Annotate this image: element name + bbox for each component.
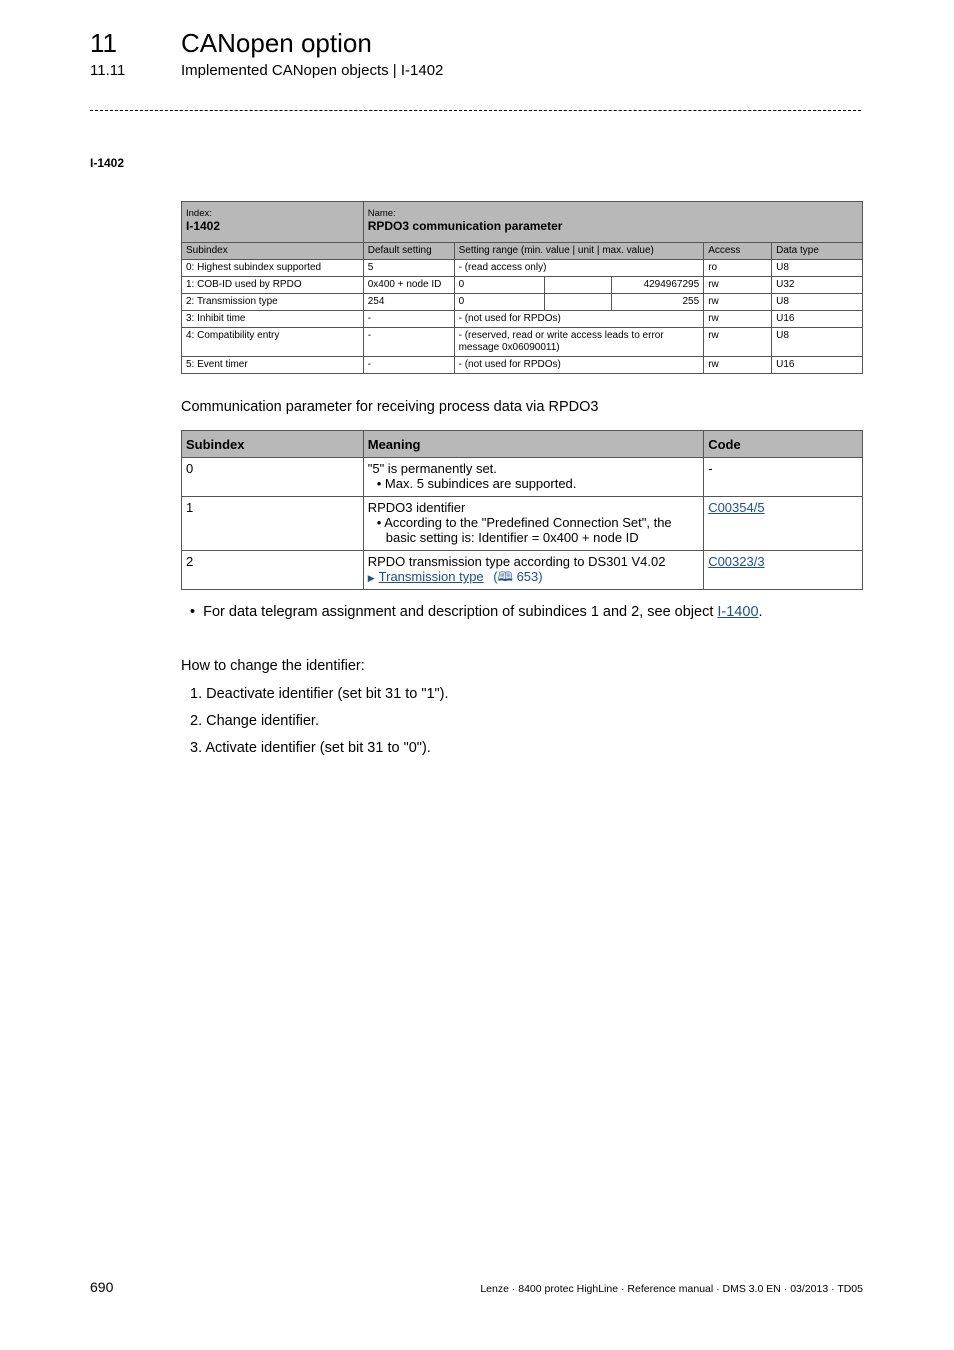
- table-row: [182, 357, 863, 374]
- table-row: [182, 458, 863, 497]
- index-cell: [182, 202, 364, 243]
- table-row: [182, 311, 863, 328]
- unit-cell: [545, 277, 612, 294]
- subindex-cell: 4: Compatibility entry: [182, 328, 364, 357]
- access-cell: rw: [704, 294, 772, 311]
- column-header: Setting range (min. value | unit | max. value): [454, 243, 704, 260]
- howto-intro: How to change the identifier:: [181, 658, 365, 674]
- name-cell: [363, 202, 862, 243]
- type-cell: U8: [772, 260, 863, 277]
- subindex-cell: 5: Event timer: [182, 357, 364, 374]
- range-cell: - (not used for RPDOs): [454, 311, 704, 328]
- table-caption: Communication parameter for receiving process data via RPDO3: [181, 399, 599, 415]
- section-title: Implemented CANopen objects | I-1402: [181, 62, 444, 79]
- code-cell: [704, 497, 863, 551]
- index-label: Index:: [186, 208, 212, 219]
- page-number: 690: [90, 1279, 114, 1295]
- default-cell: -: [363, 357, 454, 374]
- code-link-c00323[interactable]: C00323/3: [708, 554, 765, 569]
- note-text-end: .: [758, 604, 763, 620]
- min-cell: 0: [454, 294, 545, 311]
- footer-doc-info: Lenze · 8400 protec HighLine · Reference manual · DMS 3.0 EN · 03/2013 · TD05: [480, 1283, 863, 1295]
- min-cell: 0: [454, 277, 545, 294]
- subindex-cell: 0: [182, 458, 364, 497]
- table-row: [182, 328, 863, 357]
- page-reference[interactable]: (🕮 653): [493, 569, 543, 584]
- code-link-c00354[interactable]: C00354/5: [708, 500, 765, 515]
- meaning-text: RPDO3 identifier: [367, 500, 466, 515]
- note-text: For data telegram assignment and description of subindices 1 and 2, see object: [203, 604, 718, 620]
- default-cell: -: [363, 328, 454, 357]
- column-header: Access: [704, 243, 772, 260]
- bullet-text: Max. 5 subindices are supported.: [384, 476, 577, 491]
- page-reference-number: 653: [516, 569, 539, 584]
- unit-cell: [545, 294, 612, 311]
- object-parameter-table: [181, 201, 863, 374]
- name-value: RPDO3 communication parameter: [367, 219, 563, 233]
- range-cell: - (reserved, read or write access leads to error message 0x06090011): [454, 328, 704, 357]
- range-cell: - (read access only): [454, 260, 704, 277]
- column-header: Subindex: [182, 431, 364, 458]
- subindex-cell: 2: Transmission type: [182, 294, 364, 311]
- step-item: 2. Change identifier.: [190, 713, 319, 729]
- type-cell: U8: [772, 294, 863, 311]
- note-bullet: [190, 604, 763, 620]
- range-cell: - (not used for RPDOs): [454, 357, 704, 374]
- meaning-bullet: • According to the "Predefined Connection Set", the basic setting is: Identifier = 0x400 + node ID: [376, 515, 672, 545]
- max-cell: 4294967295: [612, 277, 704, 294]
- table-row: [182, 294, 863, 311]
- subindex-meaning-table: [181, 430, 863, 590]
- meaning-cell: [363, 551, 703, 590]
- subindex-cell: 3: Inhibit time: [182, 311, 364, 328]
- subindex-cell: 1: COB-ID used by RPDO: [182, 277, 364, 294]
- table-title-row: [182, 202, 863, 243]
- object-heading: I-1402: [90, 156, 125, 170]
- table-header-row: [182, 243, 863, 260]
- type-cell: U32: [772, 277, 863, 294]
- object-link-i1400[interactable]: I-1400: [717, 604, 759, 620]
- column-header: Meaning: [363, 431, 703, 458]
- type-cell: U8: [772, 328, 863, 357]
- subindex-cell: 1: [182, 497, 364, 551]
- max-cell: 255: [612, 294, 704, 311]
- type-cell: U16: [772, 357, 863, 374]
- access-cell: ro: [704, 260, 772, 277]
- chapter-number: 11: [90, 28, 117, 58]
- column-header: Data type: [772, 243, 863, 260]
- index-value: I-1402: [186, 219, 221, 233]
- step-item: 3. Activate identifier (set bit 31 to "0").: [190, 740, 431, 756]
- access-cell: rw: [704, 328, 772, 357]
- column-header: Code: [704, 431, 863, 458]
- code-cell: [704, 551, 863, 590]
- column-header: Default setting: [363, 243, 454, 260]
- bullet-icon: •: [190, 604, 196, 620]
- access-cell: rw: [704, 357, 772, 374]
- default-cell: -: [363, 311, 454, 328]
- header-divider: [90, 110, 861, 111]
- table-row: [182, 551, 863, 590]
- access-cell: rw: [704, 311, 772, 328]
- transmission-type-reference: [368, 569, 699, 586]
- name-label: Name:: [367, 208, 396, 219]
- code-cell: -: [704, 458, 863, 497]
- bullet-text: According to the "Predefined Connection Set", the basic setting is: Identifier = 0x400 + node ID: [384, 515, 672, 545]
- section-number: 11.11: [90, 62, 126, 79]
- transmission-type-link[interactable]: Transmission type: [378, 569, 484, 584]
- table-row: [182, 260, 863, 277]
- table-header-row: [182, 431, 863, 458]
- default-cell: 254: [363, 294, 454, 311]
- default-cell: 5: [363, 260, 454, 277]
- column-header: Subindex: [182, 243, 364, 260]
- subindex-cell: 2: [182, 551, 364, 590]
- access-cell: rw: [704, 277, 772, 294]
- chapter-title: CANopen option: [181, 28, 372, 58]
- meaning-text: RPDO transmission type according to DS301 V4.02: [367, 554, 666, 569]
- meaning-cell: [363, 497, 703, 551]
- book-icon: 🕮: [497, 569, 513, 584]
- meaning-cell: [363, 458, 703, 497]
- table-row: [182, 277, 863, 294]
- meaning-bullet: • Max. 5 subindices are supported.: [376, 476, 577, 491]
- arrow-right-icon: ▶: [367, 573, 375, 583]
- meaning-text: "5" is permanently set.: [367, 461, 497, 476]
- type-cell: U16: [772, 311, 863, 328]
- subindex-cell: 0: Highest subindex supported: [182, 260, 364, 277]
- table-row: [182, 497, 863, 551]
- step-item: 1. Deactivate identifier (set bit 31 to "1").: [190, 686, 449, 702]
- default-cell: 0x400 + node ID: [363, 277, 454, 294]
